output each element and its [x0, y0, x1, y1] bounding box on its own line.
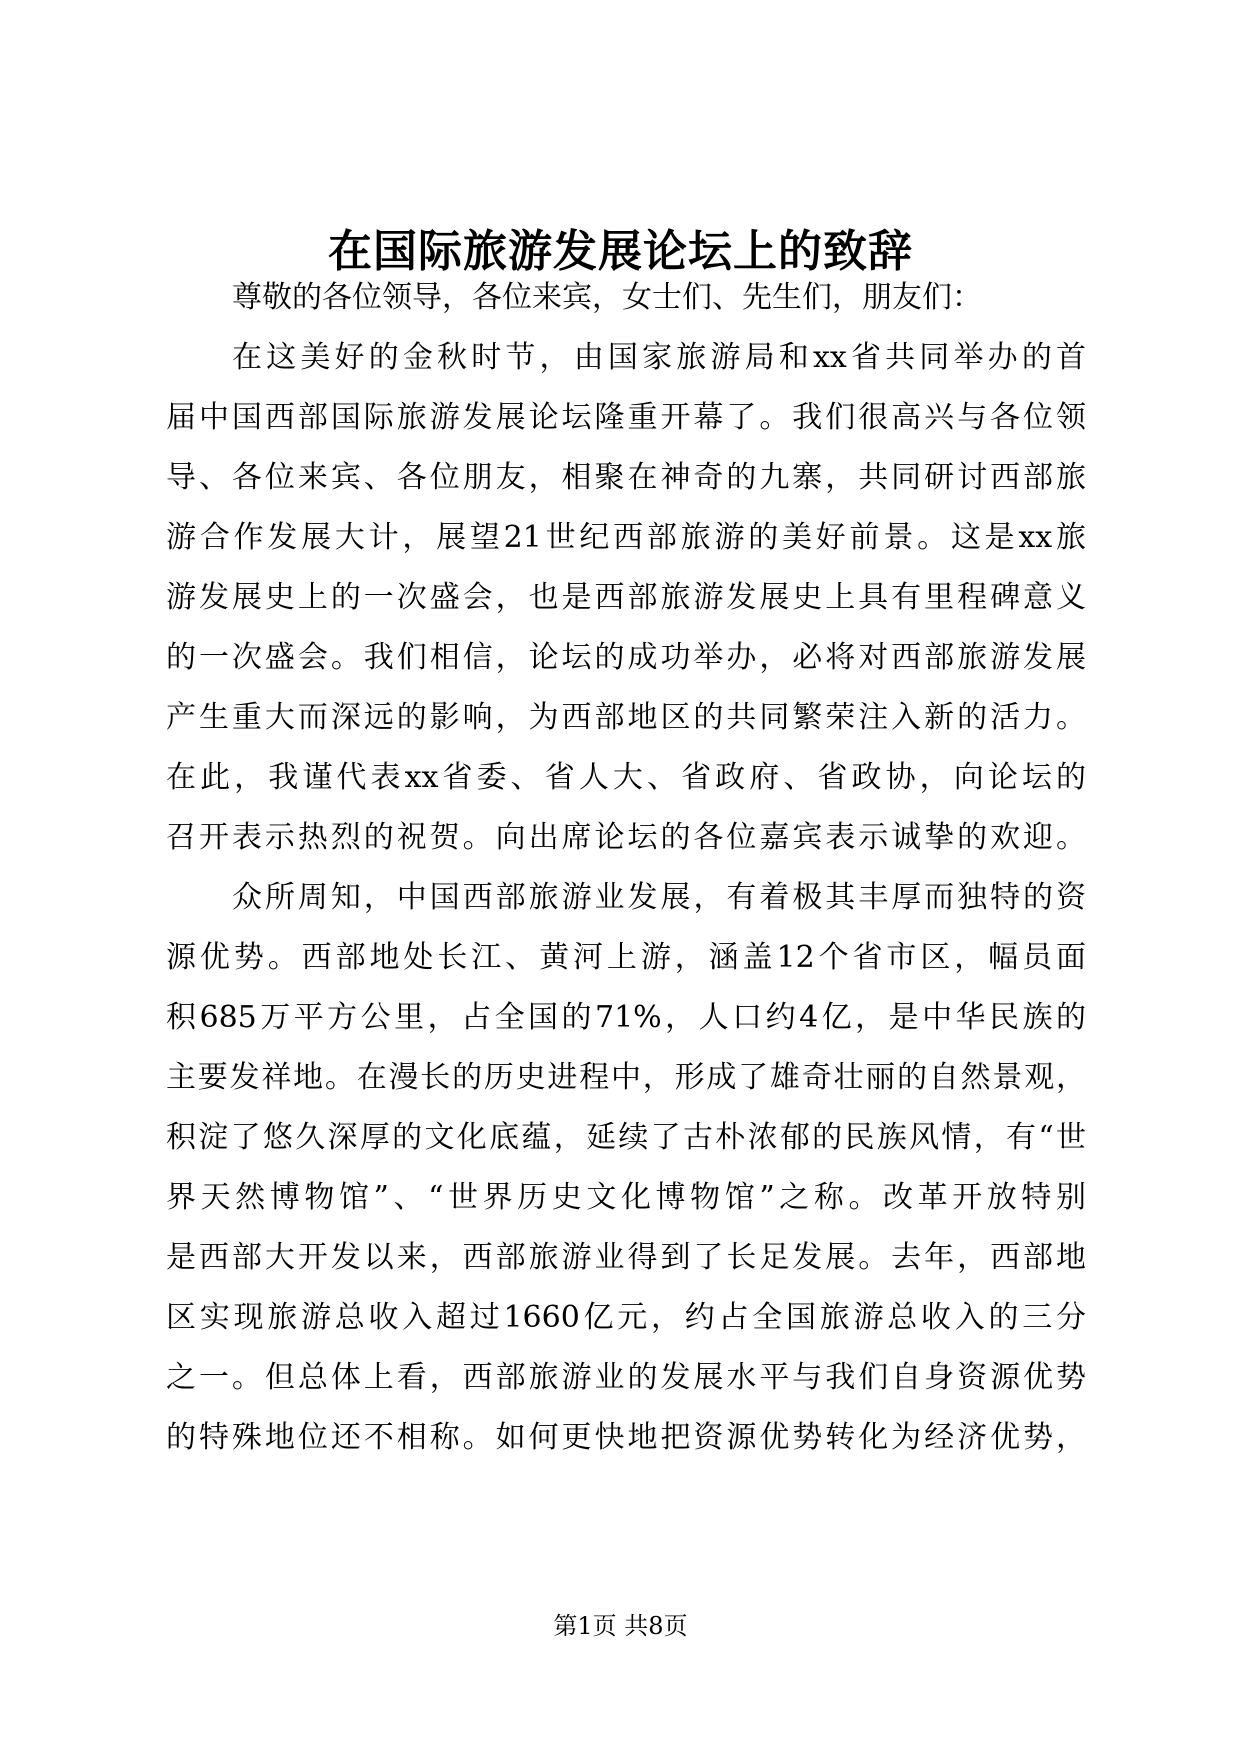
paragraph-1-line: 届中国西部国际旅游发展论坛隆重开幕了。我们很高兴与各位领 — [166, 400, 1086, 435]
salutation: 尊敬的各位领导，各位来宾，女士们、先生们，朋友们： — [232, 280, 982, 315]
paragraph-2-line: 之一。但总体上看，西部旅游业的发展水平与我们自身资源优势 — [166, 1360, 1086, 1395]
paragraph-2-line: 众所周知，中国西部旅游业发展，有着极其丰厚而独特的资 — [232, 880, 1086, 915]
paragraph-1-line: 召开表示热烈的祝贺。向出席论坛的各位嘉宾表示诚挚的欢迎。 — [166, 820, 1086, 855]
paragraph-1-line: 产生重大而深远的影响，为西部地区的共同繁荣注入新的活力。 — [166, 700, 1086, 735]
paragraph-1-line: 游发展史上的一次盛会，也是西部旅游发展史上具有里程碑意义 — [166, 580, 1086, 615]
paragraph-1-line: 导、各位来宾、各位朋友，相聚在神奇的九寨，共同研讨西部旅 — [166, 460, 1086, 495]
paragraph-2-line: 界天然博物馆”、“世界历史文化博物馆”之称。改革开放特别 — [166, 1180, 1086, 1215]
paragraph-2-line: 源优势。西部地处长江、黄河上游，涵盖12个省市区，幅员面 — [166, 940, 1086, 975]
paragraph-2-line: 积淀了悠久深厚的文化底蕴，延续了古朴浓郁的民族风情，有“世 — [166, 1120, 1086, 1155]
paragraph-2-line: 积685万平方公里，占全国的71%，人口约4亿，是中华民族的 — [166, 1000, 1086, 1035]
paragraph-1-line: 的一次盛会。我们相信，论坛的成功举办，必将对西部旅游发展 — [166, 640, 1086, 675]
document-title: 在国际旅游发展论坛上的致辞 — [328, 226, 913, 277]
paragraph-1-line: 游合作发展大计，展望21世纪西部旅游的美好前景。这是xx旅 — [166, 520, 1086, 555]
paragraph-2-line: 主要发祥地。在漫长的历史进程中，形成了雄奇壮丽的自然景观， — [166, 1060, 1086, 1095]
paragraph-2-line: 区实现旅游总收入超过1660亿元，约占全国旅游总收入的三分 — [166, 1300, 1086, 1335]
paragraph-1-line: 在这美好的金秋时节，由国家旅游局和xx省共同举办的首 — [232, 340, 1086, 375]
paragraph-2-line: 是西部大开发以来，西部旅游业得到了长足发展。去年，西部地 — [166, 1240, 1086, 1275]
paragraph-2-line: 的特殊地位还不相称。如何更快地把资源优势转化为经济优势， — [166, 1420, 1086, 1455]
page-number: 第1页 共8页 — [553, 1612, 688, 1640]
paragraph-1-line: 在此，我谨代表xx省委、省人大、省政府、省政协，向论坛的 — [166, 760, 1086, 795]
